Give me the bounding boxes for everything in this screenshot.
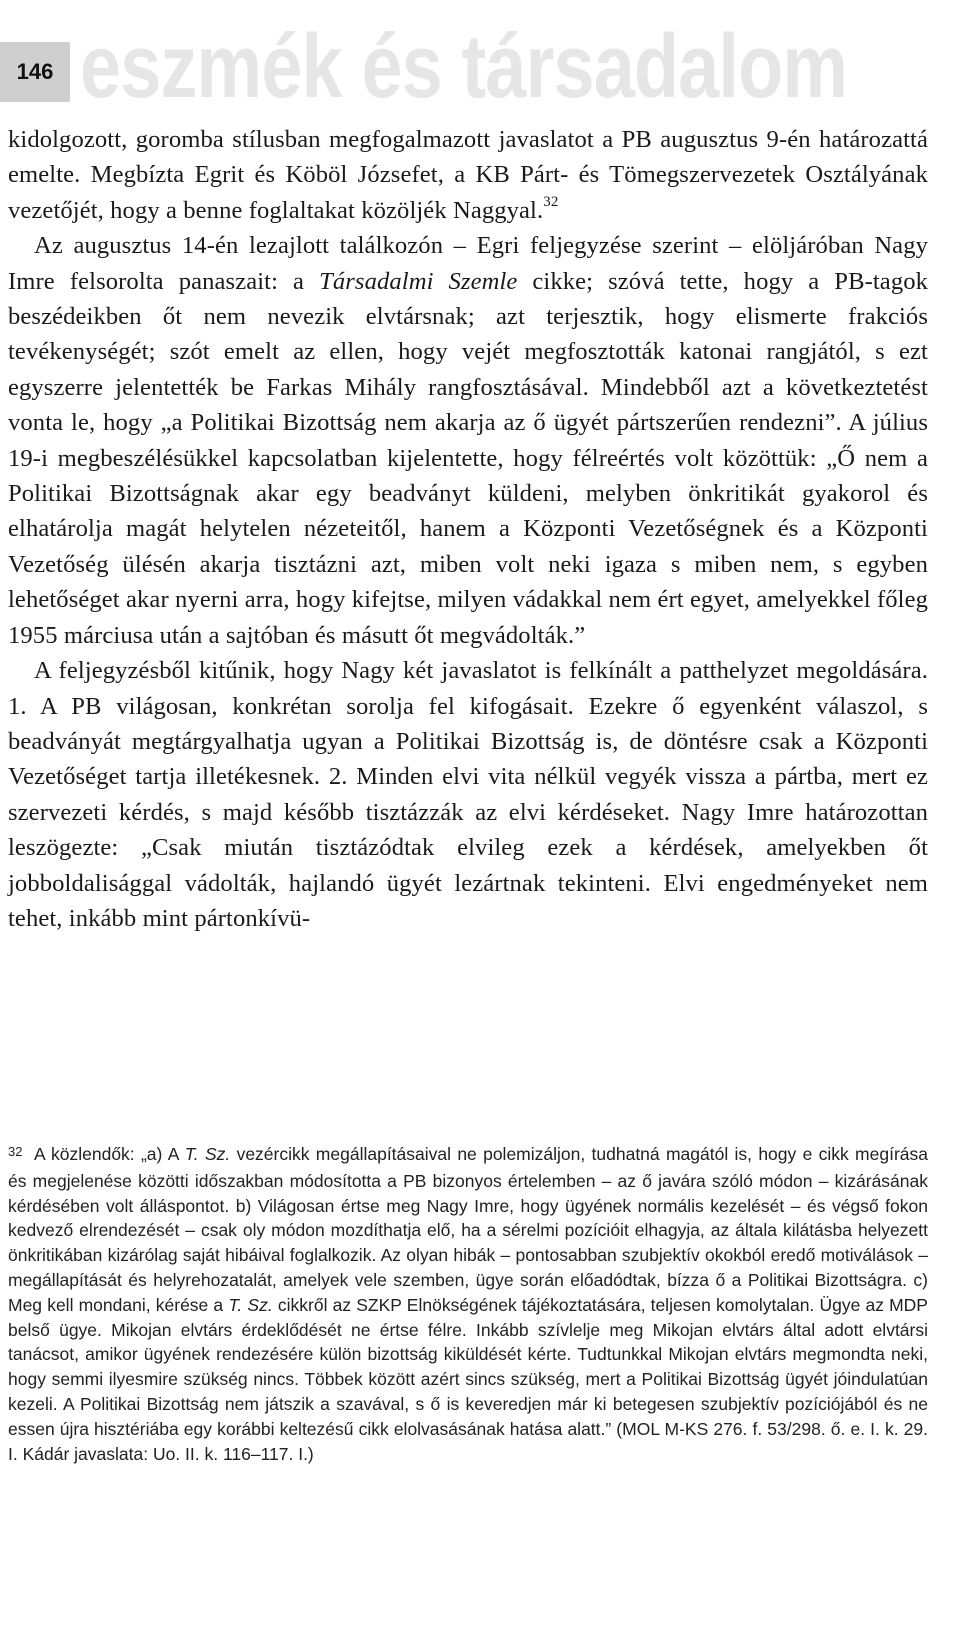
paragraph-1: [8, 122, 928, 228]
footnote-block: [8, 1142, 928, 1466]
body-text: [8, 122, 928, 936]
paragraph-3: A feljegyzésből kitűnik, hogy Nagy két javaslatot is felkínált a patthelyzet megoldására. 1. A PB világosan, konkrétan sorolja fel kifogásait. Ezekre ő egyenként válaszol, s beadványát megtárgyalhatja ugyan a Politikai Bizottság is, de döntésre csak a Központi Vezetőséget tartja illetékesnek. 2. Minden elvi vita nélkül vegyék vissza a pártba, mert ez szervezeti kérdés, s majd később tisztázzák az elvi kérdéseket. Nagy Imre határozottan leszögezte: „Csak miután tisztázódtak elvileg ezek a kérdések, amelyekben őt jobboldalisággal vádolták, hajlandó ügyét lezártnak tekinteni. Elvi engedményeket nem tehet, inkább mint pártonkívü-: [8, 657, 928, 932]
paragraph-2-text-b: cikke; szóvá tette, hogy a PB-tagok beszédeikben őt nem nevezik elvtársnak; azt terjesztik, hogy elismerte frakciós tevékenységét; szót emelt az ellen, hogy vejét megfosztották katonai rangjától, s ezt egyszerre jelentették be Farkas Mihály rangfosztásával. Mindebből azt a következtetést vonta le, hogy „a Politikai Bizottság nem akarja az ő ügyét pártszerűen rendezni”. A július 19-i megbeszélésükkel kapcsolatban kijelentette, hogy félreértés volt közöttük: „Ő nem a Politikai Bizottságnak akar egy beadványt küldeni, melyben önkritikát gyakorol és elhatárolja magát helytelen nézeteitől, hanem a Központi Vezetőségnek és a Központi Vezetőség ülésén akarja tisztázni azt, miben volt neki igaza s miben nem, s egyben lehetőséget akar nyerni arra, hogy kifejtse, milyen vádakkal nem ért egyet, amelyekkel főleg 1955 márciusa után a sajtóban és másutt őt megvádolták.”: [8, 267, 929, 649]
paragraph-1-text: kidolgozott, goromba stílusban megfogalmazott javaslatot a PB augusztus 9-én határozattá emelte. Megbízta Egrit és Köböl Józsefet, a KB Párt- és Tömegszervezetek Osztályának vezetőjét, hogy a benne foglaltakat közöljék Naggyal.: [8, 126, 928, 224]
paragraph-2-text-a: Az augusztus 14-én lezajlott találkozón – Egri feljegyzése szerint – elöljáróban Nagy Imre felsorolta panaszait: a: [8, 232, 928, 295]
footnote-italic-2: T. Sz.: [228, 1294, 273, 1315]
footnote-number: 32: [8, 1144, 23, 1159]
journal-title: Társadalmi Szemle: [319, 267, 518, 295]
footnote-italic-1: T. Sz.: [184, 1144, 231, 1164]
footnote-text-3: cikkről az SZKP Elnökségének tájékoztatására, teljesen komolytalan. Ügye az MDP belső ügye. Mikojan elvtárs érdeklődését ne értse félre. Inkább szívlelje meg Mikojan elvtárs által adott elvtársi tanácsot, amikor ügyének rendezésére külön bizottság kiküldését kérte. Tudtunkkal Mikojan elvtárs megmondta neki, hogy semmi ilyesmire szükség nincs. Többek között azért sincs szükség, mert a Politikai Bizottság ügyét jóindulatúan kezeli. A Politikai Bizottság nem játszik a szavával, s ő is keveredjen már ki betegesen szubjektív pozíciójából és ne essen újra hisztériába egy korábbi keltezésű cikk elolvasásának hatása alatt.” (MOL M-KS 276. f. 53/298. ő. e. I. k. 29. I. Kádár javaslata: Uo. II. k. 116–117. I.): [8, 1294, 928, 1464]
page-header: [0, 12, 960, 122]
running-title: eszmék és társadalom: [80, 17, 848, 117]
footnote-32: [8, 1142, 928, 1466]
footnote-text-1: A közlendők: „a) A: [34, 1144, 185, 1164]
paragraph-2: [8, 228, 928, 653]
footnote-ref-32[interactable]: 32: [543, 193, 559, 210]
footnote-text-2: vezércikk megállapításaival ne polemizáljon, tudhatná magától is, hogy e cikk megírása és megjelenése közötti időszakban módosította a PB bizonyos értelemben – az ő javára szóló módon – kizárásának kérdésében volt álláspontot. b) Világosan értse meg Nagy Imre, hogy ügyének normális kezelését – és végső fokon kedvező elrendezését – csak oly módon mozdíthatja elő, ha a sérelmi pozícióit elhagyja, az általa kilátásba helyezett önkritikában kizárólag saját hibáival foglalkozik. Az olyan hibák – pontosabban szubjektív okokból eredő motiválások – megállapítását és helyrehozatalát, amelyek vele szemben, ügye során előadódtak, bízza ő a Politikai Bizottságra. c) Meg kell mondani, kérése a: [8, 1144, 928, 1315]
page-number: 146: [0, 42, 70, 102]
